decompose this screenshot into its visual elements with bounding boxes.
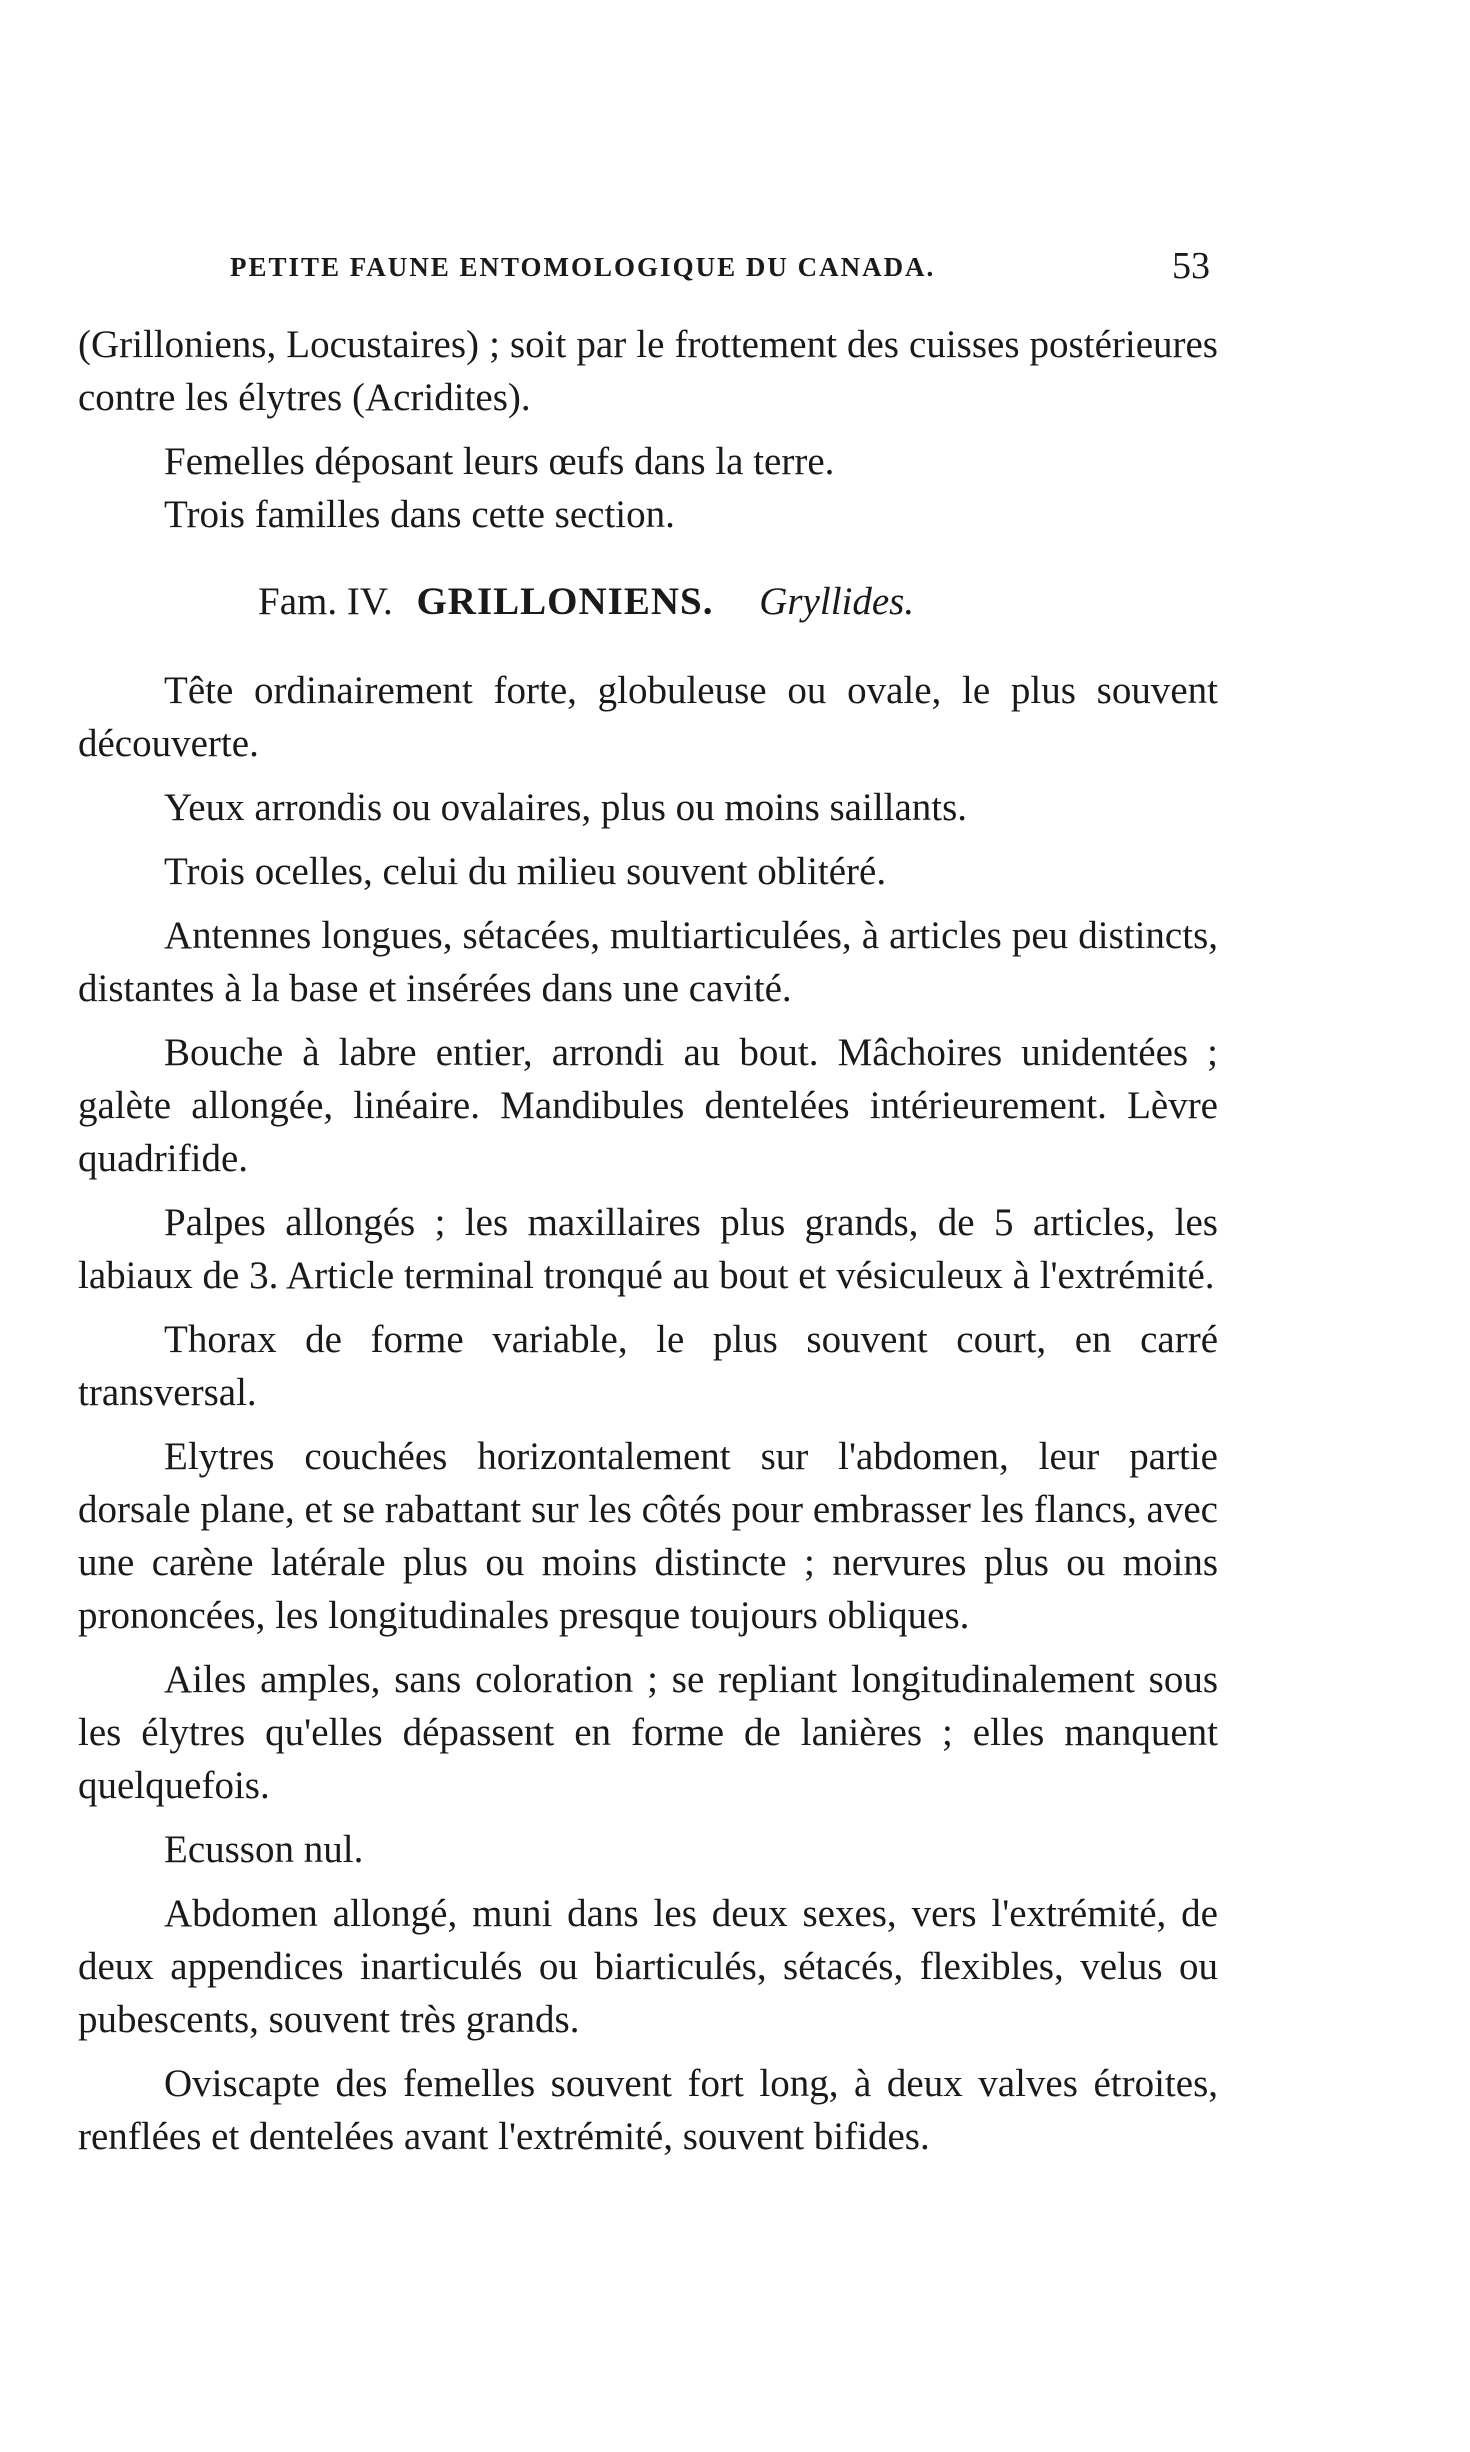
paragraph: Tête ordinairement forte, globuleuse ou ovale, le plus souvent découverte. <box>78 669 1218 765</box>
family-latin-name: Gryllides. <box>759 580 915 623</box>
paragraph: Antennes longues, sétacées, multiarticulées, à articles peu distincts, distantes à la base et insérées dans une cavité. <box>78 914 1218 1010</box>
paragraph: Yeux arrondis ou ovalaires, plus ou moins saillants. <box>164 786 968 829</box>
paragraph: Thorax de forme variable, le plus souvent court, en carré transversal. <box>78 1318 1218 1414</box>
paragraph: Oviscapte des femelles souvent fort long, à deux valves étroites, renflées et dentelées avant l'extrémité, souvent bifides. <box>78 2062 1218 2158</box>
paragraph: Abdomen allongé, muni dans les deux sexes, vers l'extrémité, de deux appendices inarticulés ou biarticulés, sétacés, flexibles, velus ou pubescents, souvent très grands. <box>78 1892 1218 2041</box>
family-name: GRILLONIENS. <box>416 580 714 623</box>
paragraph: Elytres couchées horizontalement sur l'abdomen, leur partie dorsale plane, et se rabattant sur les côtés pour embrasser les flancs, avec une carène latérale plus ou moins distincte ; nervures plus ou moins prononcées, les longitudinales presque toujours obliques. <box>78 1435 1218 1637</box>
paragraph: (Grilloniens, Locustaires) ; soit par le frottement des cuisses postérieures contre les élytres (Acridites). <box>78 323 1218 419</box>
family-number: Fam. IV. <box>258 580 393 623</box>
body-text <box>78 318 1218 2174</box>
family-heading <box>78 575 1218 628</box>
paragraph: Ecusson nul. <box>164 1828 364 1871</box>
running-title: PETITE FAUNE ENTOMOLOGIQUE DU CANADA. <box>230 252 936 282</box>
page-number: 53 <box>1172 245 1210 287</box>
paragraph: Trois familles dans cette section. <box>164 493 675 536</box>
paragraph: Bouche à labre entier, arrondi au bout. Mâchoires unidentées ; galète allongée, linéaire. Mandibules dentelées intérieurement. Lèvre quadrifide. <box>78 1031 1218 1180</box>
paragraph: Palpes allongés ; les maxillaires plus grands, de 5 articles, les labiaux de 3. Article terminal tronqué au bout et vésiculeux à l'extrémité. <box>78 1201 1218 1297</box>
running-header <box>230 245 1230 287</box>
paragraph: Trois ocelles, celui du milieu souvent oblitéré. <box>164 850 887 893</box>
paragraph: Ailes amples, sans coloration ; se repliant longitudinalement sous les élytres qu'elles dépassent en forme de lanières ; elles manquent quelquefois. <box>78 1658 1218 1807</box>
paragraph: Femelles déposant leurs œufs dans la terre. <box>164 440 835 483</box>
